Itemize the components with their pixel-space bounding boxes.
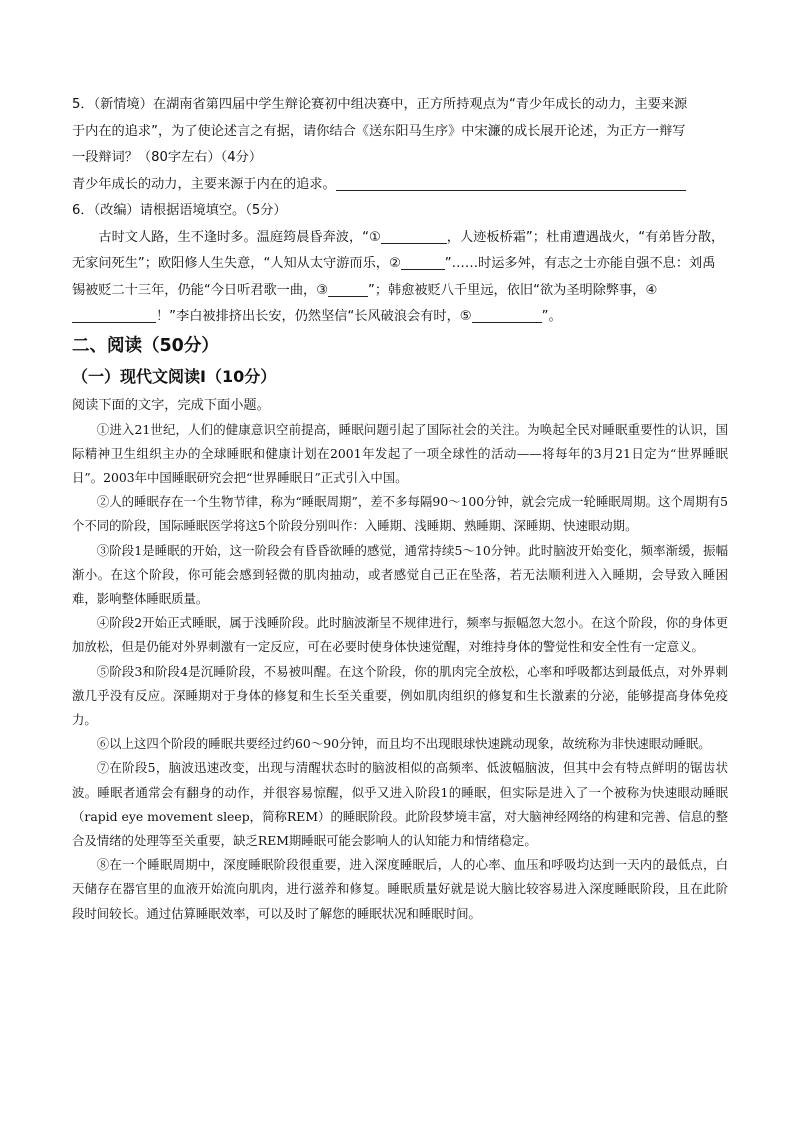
- article-paragraph-5: ⑤阶段3和阶段4是沉睡阶段，不易被叫醒。在这个阶段，你的肌肉完全放松，心率和呼吸都达到最低点，对外界刺激几乎没有反应。深睡期对于身体的修复和生长至关重要，例如肌肉组织的修复和生长激素的分泌，能够提高身体免疫力。: [72, 663, 728, 727]
- passage-text: 古时文人路，生不逢时多。温庭筠晨昏奔波，“①: [98, 229, 381, 245]
- subsection-title: （一）现代文阅读Ⅰ（10分）: [72, 366, 277, 386]
- fill-blank-2[interactable]: [401, 253, 445, 270]
- reading-instruction: 阅读下面的文字，完成下面小题。: [72, 397, 270, 413]
- question-5-line-3: 一段辩词？（80字左右）（4分）: [72, 150, 263, 165]
- passage-text: ”……时运多舛，有志之士亦能自强不息：刘禹锡被贬二十三年，仍能“今日听君歌一曲，③: [72, 256, 716, 298]
- exam-page: [72, 92, 728, 926]
- article-paragraph-8: ⑧在一个睡眠周期中，深度睡眠阶段很重要，进入深度睡眠后，人的心率、血压和呼吸均达到一天内的最低点，白天储存在器官里的血液开始流向肌肉，进行滋养和修复。睡眠质量好就是说大脑比较容易进入深度睡眠阶段，且在此阶段时间较长。通过估算睡眠效率，可以及时了解您的睡眠状况和睡眠时间。: [72, 857, 728, 921]
- article-paragraph-4: ④阶段2开始正式睡眠，属于浅睡阶段。此时脑波渐呈不规律进行，频率与振幅忽大忽小。在这个阶段，你的身体更加放松，但是仍能对外界刺激有一定反应，可在必要时使身体快速觉醒，对维持身体的警觉性和安全性有一定意义。: [72, 615, 728, 655]
- passage-text: ”；韩愈被贬八千里远，依旧“欲为圣明除弊事，④: [368, 282, 658, 298]
- answer-blank[interactable]: [336, 174, 686, 191]
- question-6: [72, 198, 728, 331]
- fill-blank-5[interactable]: [472, 306, 542, 323]
- passage-text: ！”李白被排挤出长安，仍然坚信“长风破浪会有时，⑤: [156, 309, 472, 324]
- question-6-heading: 6．（改编）请根据语境填空。（5分）: [72, 203, 287, 218]
- question-5-answer-line: [72, 172, 728, 199]
- question-5-line-1: 5．（新情境）在湖南省第四届中学生辩论赛初中组决赛中，正方所持观点为“青少年成长的动力，主要来源: [72, 97, 688, 112]
- article-paragraph-7: ⑦在阶段5，脑波迅速改变，出现与清醒状态时的脑波相似的高频率、低波幅脑波，但其中会有特点鲜明的锯齿状波。睡眠者通常会有翻身的动作，并很容易惊醒，似乎又进入阶段1的睡眠，但实际是进入了一个被称为快速眼动睡眠（rapid eye movement sleep，简称REM）的睡眠阶段。此阶段梦境丰富，对大脑神经网络的构建和完善、信息的整合及情绪的处理等至关重要，缺乏REM期睡眠可能会影响人的认知能力和情绪稳定。: [72, 760, 728, 848]
- answer-prefix: 青少年成长的动力，主要来源于内在的追求。: [72, 176, 336, 192]
- article-paragraph-1: ①进入21世纪，人们的健康意识空前提高，睡眠问题引起了国际社会的关注。为唤起全民对睡眠重要性的认识，国际精神卫生组织主办的全球睡眠和健康计划在2001年发起了一项全球性的活动——将每年的3月21日定为“世界睡眠日”。2003年中国睡眠研究会把“世界睡眠日”正式引入中国。: [72, 421, 728, 485]
- article-paragraph-3: ③阶段1是睡眠的开始，这一阶段会有昏昏欲睡的感觉，通常持续5～10分钟。此时脑波开始变化，频率渐缓，振幅渐小。在这个阶段，你可能会感到轻微的肌肉抽动，或者感觉自己正在坠落，若无法顺利进入入睡期，会导致入睡困难，影响整体睡眠质量。: [72, 542, 728, 606]
- article-paragraph-2: ②人的睡眠存在一个生物节律，称为“睡眠周期”，差不多每隔90～100分钟，就会完成一轮睡眠周期。这个周期有5个不同的阶段，国际睡眠医学将这5个阶段分别叫作：入睡期、浅睡期、熟睡期、深睡期、快速眼动期。: [72, 494, 728, 534]
- passage-text: ”。: [541, 309, 562, 324]
- section-title: 二、阅读（50分）: [72, 335, 219, 356]
- question-5-line-2: 于内在的追求”，为了使论述言之有据，请你结合《送东阳马生序》中宋濂的成长展开论述，为正方一辩写: [72, 123, 686, 139]
- question-5: [72, 92, 728, 198]
- fill-blank-1[interactable]: [381, 227, 447, 244]
- reading-article: [72, 418, 728, 926]
- passage-text: ，人迹板桥霜”；杜甫遭遇战火，“有弟皆分散，无家问死生”；欧阳修人生失意，“人知从太守游而乐，②: [72, 229, 725, 271]
- article-paragraph-6: ⑥以上这四个阶段的睡眠共要经过约60～90分钟，而且均不出现眼球快速跳动现象，故统称为非快速眼动睡眠。: [96, 736, 711, 752]
- question-6-passage: [72, 225, 728, 331]
- fill-blank-3[interactable]: [328, 280, 368, 297]
- fill-blank-4[interactable]: [72, 306, 156, 323]
